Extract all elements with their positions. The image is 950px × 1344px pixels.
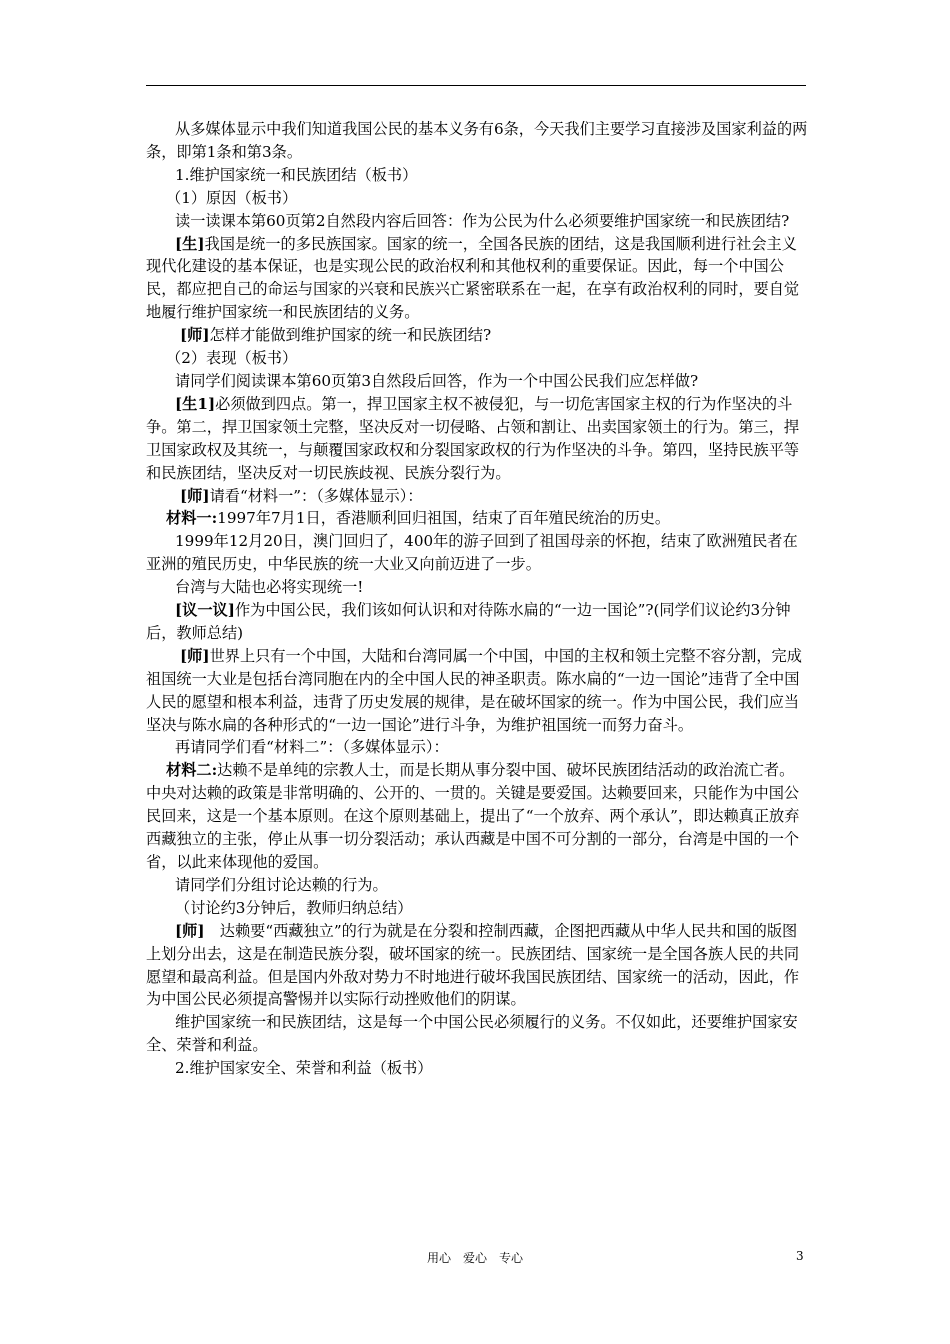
material-label: 材料一: xyxy=(166,509,218,528)
speaker-label: [生1] xyxy=(175,394,216,413)
speaker-label: [师] xyxy=(180,486,210,505)
paragraph: [生]我国是统一的多民族国家。国家的统一，全国各民族的团结，这是我国顺利进行社会主义现代化建设的基本保证，也是实现公民的政治权利和其他权利的重要保证。因此，每一个中国公民，都应把自己的命运与国家的兴衰和民族兴亡紧密联系在一起，在享有政治权利的同时，要自觉地履行维护国家统一和民族团结的义务。 xyxy=(146,234,800,322)
paragraph: 材料二:达赖不是单纯的宗教人士，而是长期从事分裂中国、破坏民族团结活动的政治流亡者。中央对达赖的政策是非常明确的、公开的、一贯的。关键是要爱国。达赖要回来，只能作为中国公民回来，这是一个基本原则。在这个原则基础上，提出了“一个放弃、两个承认”，即达赖真正放弃西藏独立的主张，停止从事一切分裂活动；承认西藏是中国不可分割的一部分，台湾是中国的一个省，以此来体现他的爱国。 xyxy=(146,761,800,871)
paragraph: [议一议]作为中国公民，我们该如何认识和对待陈水扁的“一边一国论”?(同学们议论约3分钟后，教师总结) xyxy=(146,601,791,642)
paragraph: （1）原因（板书） xyxy=(166,188,298,207)
paragraph: 从多媒体显示中我们知道我国公民的基本义务有6条，今天我们主要学习直接涉及国家利益的两条，即第1条和第3条。 xyxy=(146,120,808,161)
paragraph: 再请同学们看“材料二”：（多媒体显示）： xyxy=(175,738,449,757)
paragraph: 请同学们分组讨论达赖的行为。 xyxy=(175,875,388,894)
paragraph: 读一读课本第60页第2自然段内容后回答：作为公民为什么必须要维护国家统一和民族团结? xyxy=(175,211,790,230)
body-text xyxy=(146,118,808,1080)
speaker-label: [师] xyxy=(175,921,205,940)
paragraph: （讨论约3分钟后，教师归纳总结） xyxy=(175,898,413,917)
paragraph: 材料一:1997年7月1日，香港顺利回归祖国，结束了百年殖民统治的历史。 xyxy=(166,509,671,528)
header-rule xyxy=(146,85,806,86)
paragraph: [生1]必须做到四点。第一，捍卫国家主权不被侵犯，与一切危害国家主权的行为作坚决的斗争。第二，捍卫国家领土完整，坚决反对一切侵略、占领和割让、出卖国家领土的行为。第三，捍卫国家政权及其统一，与颠覆国家政权和分裂国家政权的行为作坚决的斗争。第四，坚持民族平等和民族团结，坚决反对一切民族歧视、民族分裂行为。 xyxy=(146,394,800,482)
speaker-label: [师] xyxy=(180,646,210,665)
speaker-label: [议一议] xyxy=(175,601,235,620)
paragraph: 1999年12月20日，澳门回归了，400年的游子回到了祖国母亲的怀抱，结束了欧洲殖民者在亚洲的殖民历史，中华民族的统一大业又向前迈进了一步。 xyxy=(146,532,798,574)
paragraph: [师]请看“材料一”：（多媒体显示）： xyxy=(180,486,423,505)
paragraph: 2.维护国家安全、荣誉和利益（板书） xyxy=(175,1059,433,1078)
paragraph: 维护国家统一和民族团结，这是每一个中国公民必须履行的义务。不仅如此，还要维护国家安全、荣誉和利益。 xyxy=(146,1013,798,1055)
paragraph: [师]怎样才能做到维护国家的统一和民族团结? xyxy=(180,326,492,345)
material-label: 材料二: xyxy=(166,761,218,780)
paragraph: 1.维护国家统一和民族团结（板书） xyxy=(175,165,418,184)
speaker-label: [生] xyxy=(175,234,205,253)
paragraph: （2）表现（板书） xyxy=(166,349,298,368)
paragraph: [师]世界上只有一个中国，大陆和台湾同属一个中国，中国的主权和领土完整不容分割，完成祖国统一大业是包括台湾同胞在内的全中国人民的神圣职责。陈水扁的“一边一国论”违背了全中国人民的愿望和根本利益，违背了历史发展的规律，是在破坏国家的统一。作为中国公民，我们应当坚决与陈水扁的各种形式的“一边一国论”进行斗争，为维护祖国统一而努力奋斗。 xyxy=(146,646,802,734)
speaker-label: [师] xyxy=(180,326,210,345)
paragraph: 请同学们阅读课本第60页第3自然段后回答，作为一个中国公民我们应怎样做? xyxy=(175,371,699,390)
page-number: 3 xyxy=(796,1249,804,1263)
page-footer: 用心 爱心 专心 xyxy=(426,1251,523,1265)
paragraph: 台湾与大陆也必将实现统一! xyxy=(175,578,364,597)
paragraph: [师] 达赖要“西藏独立”的行为就是在分裂和控制西藏，企图把西藏从中华人民共和国的版图上划分出去，这是在制造民族分裂，破坏国家的统一。民族团结、国家统一是全国各族人民的共同愿望和最高利益。但是国内外敌对势力不时地进行破坏我国民族团结、国家统一的活动，因此，作为中国公民必须提高警惕并以实际行动挫败他们的阴谋。 xyxy=(146,921,800,1009)
